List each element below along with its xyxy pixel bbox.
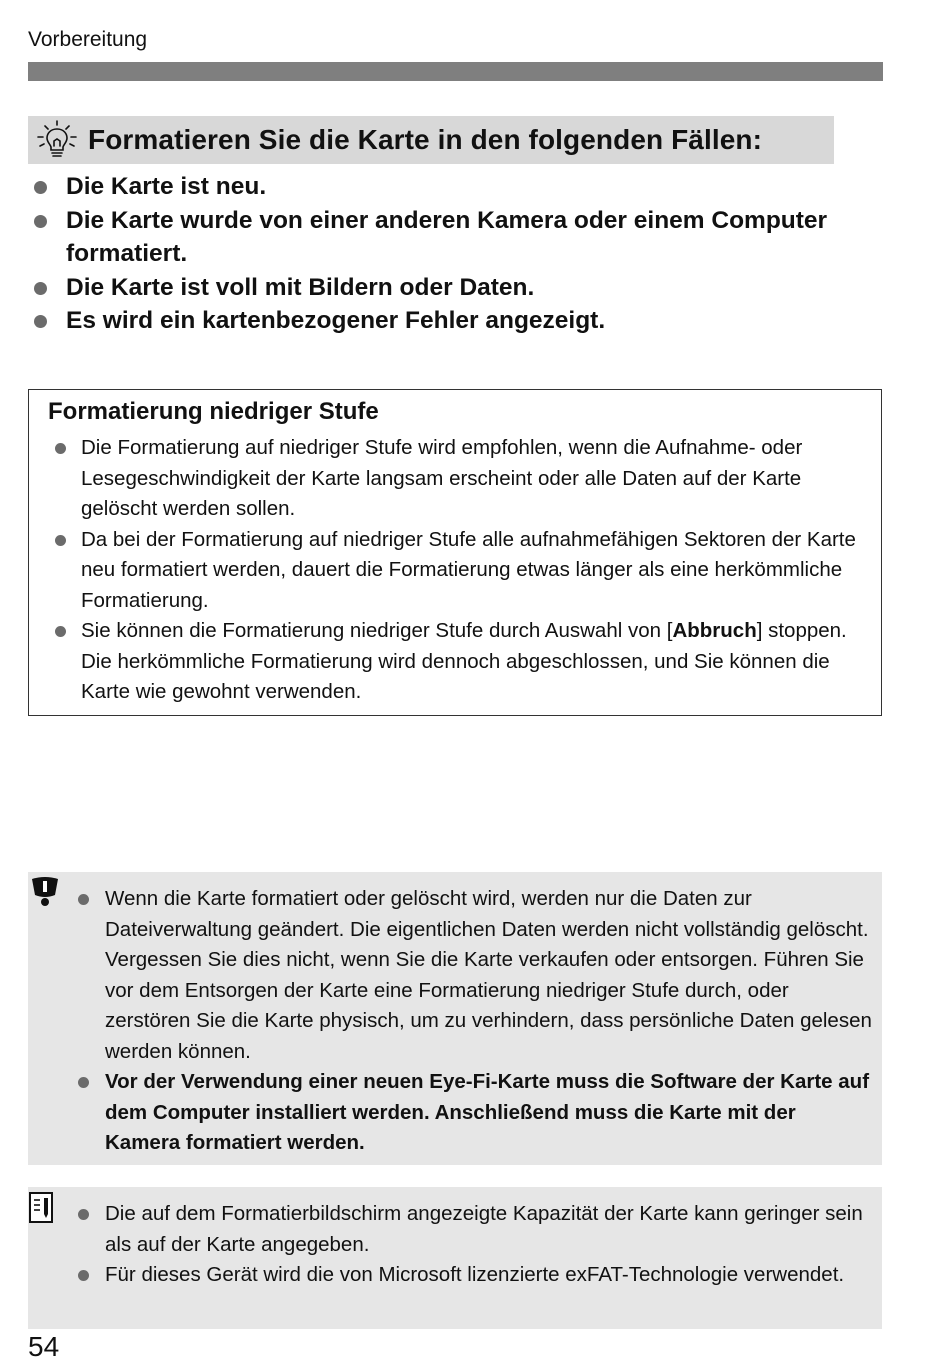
- bullet-icon: [78, 894, 89, 905]
- abort-term: Abbruch: [672, 619, 757, 642]
- lightbulb-icon: [36, 120, 78, 160]
- list-item: Die auf dem Formatierbildschirm angezeigte Kapazität der Karte kann geringer sein als auf der Karte angegeben.: [74, 1199, 874, 1260]
- caution-panel: [28, 872, 882, 1165]
- tip-heading-title: Formatieren Sie die Karte in den folgenden Fällen:: [88, 124, 763, 155]
- bullet-icon: [78, 1077, 89, 1088]
- bullet-icon: [34, 315, 47, 328]
- list-item: Da bei der Formatierung auf niedriger Stufe alle aufnahmefähigen Sektoren der Karte neu formatiert werden, dauert die Formatierung etwas länger als eine herkömmliche Formatierung.: [49, 525, 869, 617]
- low-level-format-box: [28, 389, 882, 716]
- tip-heading: [28, 116, 834, 164]
- list-item: Die Formatierung auf niedriger Stufe wird empfohlen, wenn die Aufnahme- oder Lesegeschwindigkeit der Karte langsam erscheint oder alle Daten auf der Karte gelöscht werden sollen.: [49, 433, 869, 525]
- list-item: Die Karte ist neu.: [30, 170, 890, 204]
- caution-icon: [28, 875, 62, 909]
- bullet-icon: [34, 282, 47, 295]
- bullet-icon: [55, 443, 66, 454]
- bullet-icon: [55, 535, 66, 546]
- tip-list: [30, 170, 890, 338]
- list-item: Die Karte ist voll mit Bildern oder Daten.: [30, 271, 890, 305]
- page-number: 54: [28, 1331, 60, 1362]
- list-item: Für dieses Gerät wird die von Microsoft lizenzierte exFAT-Technologie verwendet.: [74, 1260, 874, 1291]
- bullet-icon: [78, 1270, 89, 1281]
- bullet-icon: [55, 626, 66, 637]
- bullet-icon: [34, 181, 47, 194]
- note-list: [74, 1199, 874, 1291]
- note-panel: [28, 1187, 882, 1329]
- list-item: Wenn die Karte formatiert oder gelöscht wird, werden nur die Daten zur Dateiverwaltung geändert. Die eigentlichen Daten werden nicht vollständig gelöscht. Vergessen Sie dies nicht, wenn Sie die Karte verkaufen oder entsorgen. Führen Sie vor dem Entsorgen der Karte eine Formatierung niedriger Stufe durch, oder zerstören Sie die Karte physisch, um zu verhindern, dass persönliche Daten gelesen werden können.: [74, 884, 874, 1067]
- bullet-icon: [34, 215, 47, 228]
- box-list: [49, 433, 869, 708]
- list-item: Vor der Verwendung einer neuen Eye-Fi-Karte muss die Software der Karte auf dem Computer installiert werden. Anschließend muss die Karte mit der Kamera formatiert werden.: [74, 1067, 874, 1159]
- box-title: Formatierung niedriger Stufe: [48, 398, 379, 425]
- list-item: Die Karte wurde von einer anderen Kamera oder einem Computer formatiert.: [30, 204, 890, 271]
- list-item: Es wird ein kartenbezogener Fehler angezeigt.: [30, 304, 890, 338]
- list-item: Sie können die Formatierung niedriger Stufe durch Auswahl von [Abbruch] stoppen. Die herkömmliche Formatierung wird dennoch abgeschlossen, und Sie können die Karte wie gewohnt verwenden.: [49, 616, 869, 708]
- header-bar: [28, 62, 883, 81]
- bullet-icon: [78, 1209, 89, 1220]
- caution-list: [74, 884, 874, 1159]
- section-label: Vorbereitung: [28, 28, 148, 51]
- memo-icon: [28, 1190, 58, 1226]
